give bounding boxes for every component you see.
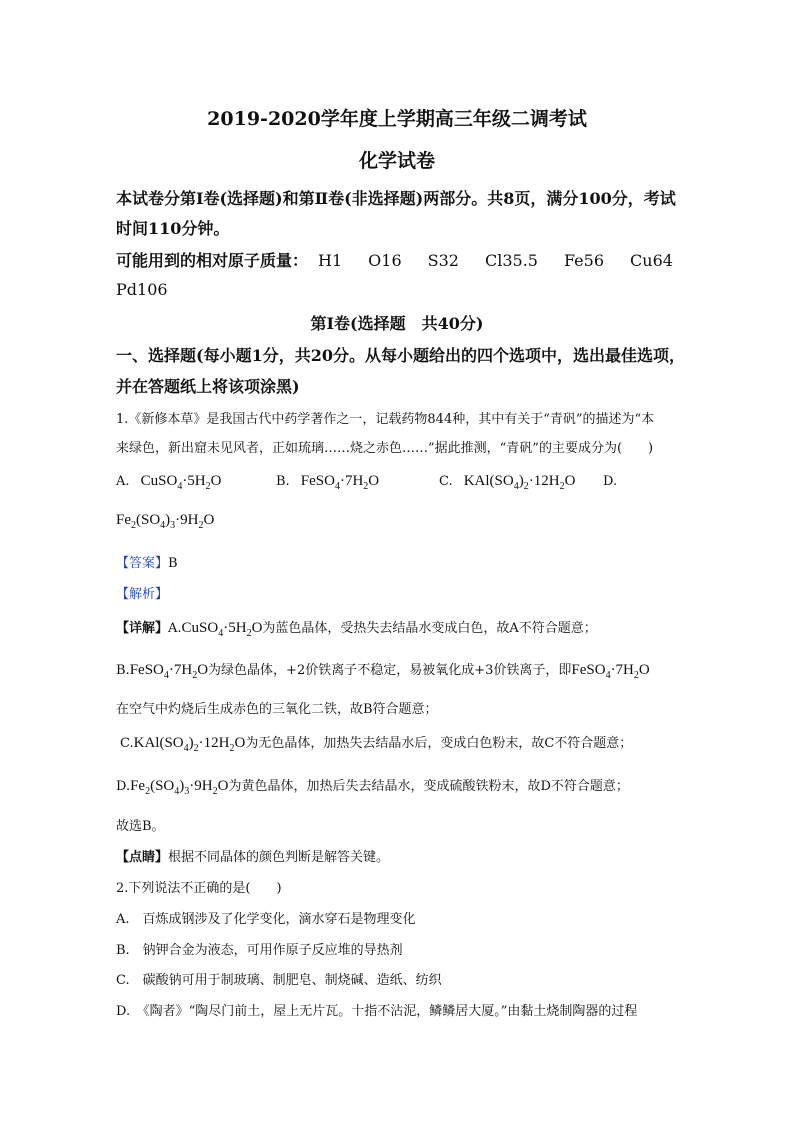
q1-option-a-label: A. — [116, 474, 130, 489]
detail-a-post: 为蓝色晶体，受热失去结晶水变成白色，故A不符合题意； — [262, 621, 597, 636]
detail-b-pre: B. — [116, 663, 130, 678]
q2-option-c: C. 碳酸钠可用于制玻璃、制肥皂、制烧碱、造纸、纺织 — [116, 973, 442, 988]
q1-option-d-label: D. — [603, 474, 618, 489]
section-instructions-2: 并在答题纸上将该项涂黑) — [116, 377, 300, 396]
mass-h: H1 — [318, 251, 343, 270]
formula-kal-so4-2-12h2o: $KAl(SO_4)_2\cdot 12H_2O$ — [463, 473, 576, 492]
q1-option-a — [116, 470, 221, 492]
q1-stem-line-1: 1.《新修本草》是我国古代中药学著作之一，记载药物844种，其中有关于“青矾”的描述为“本 — [116, 412, 655, 427]
q1-answer-row — [116, 552, 178, 571]
tip-tag: 【点睛】 — [116, 850, 169, 865]
answer-value: B — [168, 556, 178, 571]
atomic-mass-line — [116, 248, 699, 271]
q1-stem-line-2: 来绿色，新出窟未见风者，正如琉璃……烧之赤色……”据此推测，“青矾”的主要成分为( ) — [116, 441, 654, 456]
intro-line-2: 时间110分钟。 — [116, 219, 230, 238]
detail-c-post: 为无色晶体，加热失去结晶水后，变成白色粉末，故C不符合题意； — [245, 736, 633, 751]
detail-b-formula-1: $FeSO_4\cdot 7H_2O$ — [129, 662, 209, 681]
mass-s: S32 — [427, 251, 459, 270]
conclusion: 故选B。 — [116, 819, 165, 834]
detail-d-line — [116, 775, 629, 797]
mass-cl: Cl35.5 — [484, 251, 538, 270]
detail-a-formula: $CuSO_4\cdot 5H_2O$ — [181, 620, 263, 639]
q2-option-b: B. 钠钾合金为液态，可用作原子反应堆的导热剂 — [116, 943, 403, 958]
formula-feso4-7h2o: $FeSO_4\cdot 7H_2O$ — [300, 473, 380, 492]
detail-d-pre: D. — [116, 779, 131, 794]
q1-option-b — [276, 470, 379, 492]
detail-b-formula-2: $FeSO_4\cdot 7H_2O$ — [571, 662, 650, 681]
q1-option-c — [439, 470, 575, 492]
analysis-tag: 【解析】 — [116, 587, 169, 602]
subject-title: 化学试卷 — [358, 150, 435, 172]
tip-line — [116, 846, 389, 865]
detail-b-line-2: 在空气中灼烧后生成赤色的三氧化二铁，故B符合题意； — [116, 702, 438, 717]
mass-fe: Fe56 — [563, 251, 605, 270]
mass-cu: Cu64 — [630, 251, 673, 270]
mass-pd: Pd106 — [116, 280, 168, 299]
detail-tag: 【详解】 — [116, 621, 169, 636]
section-instructions-1: 一、选择题(每小题1分，共20分。从每小题给出的四个选项中，选出最佳选项， — [116, 346, 685, 365]
detail-a-line — [116, 617, 597, 639]
mass-o: O16 — [368, 251, 402, 270]
detail-c-pre: C. — [120, 736, 134, 751]
answer-tag: 【答案】 — [116, 556, 169, 571]
formula-cuso4-5h2o: $CuSO_4\cdot 5H_2O$ — [140, 473, 222, 492]
detail-d-post: 为黄色晶体，加热后失去结晶水，变成硫酸铁粉末，故D不符合题意； — [228, 779, 629, 794]
q1-option-c-label: C. — [439, 474, 453, 489]
part1-title: 第Ⅰ卷(选择题 共40分) — [310, 314, 484, 333]
q1-option-b-label: B. — [276, 474, 290, 489]
exam-title: 2019-2020学年度上学期高三年级二调考试 — [207, 108, 587, 130]
detail-b-mid: 为绿色晶体，+2价铁离子不稳定，易被氧化成+3价铁离子，即 — [208, 663, 572, 678]
q2-option-d: D. 《陶者》“陶尽门前土，屋上无片瓦。十指不沾泥，鳞鳞居大厦。”由黏土烧制陶器的过程 — [116, 1004, 638, 1019]
detail-b-line — [116, 659, 650, 681]
q2-option-a: A. 百炼成钢涉及了化学变化，滴水穿石是物理变化 — [116, 912, 416, 927]
intro-line-1: 本试卷分第Ⅰ卷(选择题)和第Ⅱ卷(非选择题)两部分。共8页，满分100分，考试 — [116, 189, 676, 208]
detail-c-formula: $KAl(SO_4)_2\cdot 12H_2O$ — [133, 735, 246, 754]
detail-c-line — [120, 732, 632, 754]
tip-text: 根据不同晶体的颜色判断是解答关键。 — [168, 850, 390, 865]
q2-stem: 2.下列说法不正确的是( ) — [116, 881, 282, 896]
formula-fe2-so4-3-9h2o: $Fe_2(SO_4)_3\cdot 9H_2O$ — [116, 512, 215, 531]
atomic-mass-label: 可能用到的相对原子质量： — [116, 251, 309, 270]
detail-d-formula: $Fe_2(SO_4)_3\cdot 9H_2O$ — [130, 778, 229, 797]
detail-a-pre: A. — [168, 621, 182, 636]
